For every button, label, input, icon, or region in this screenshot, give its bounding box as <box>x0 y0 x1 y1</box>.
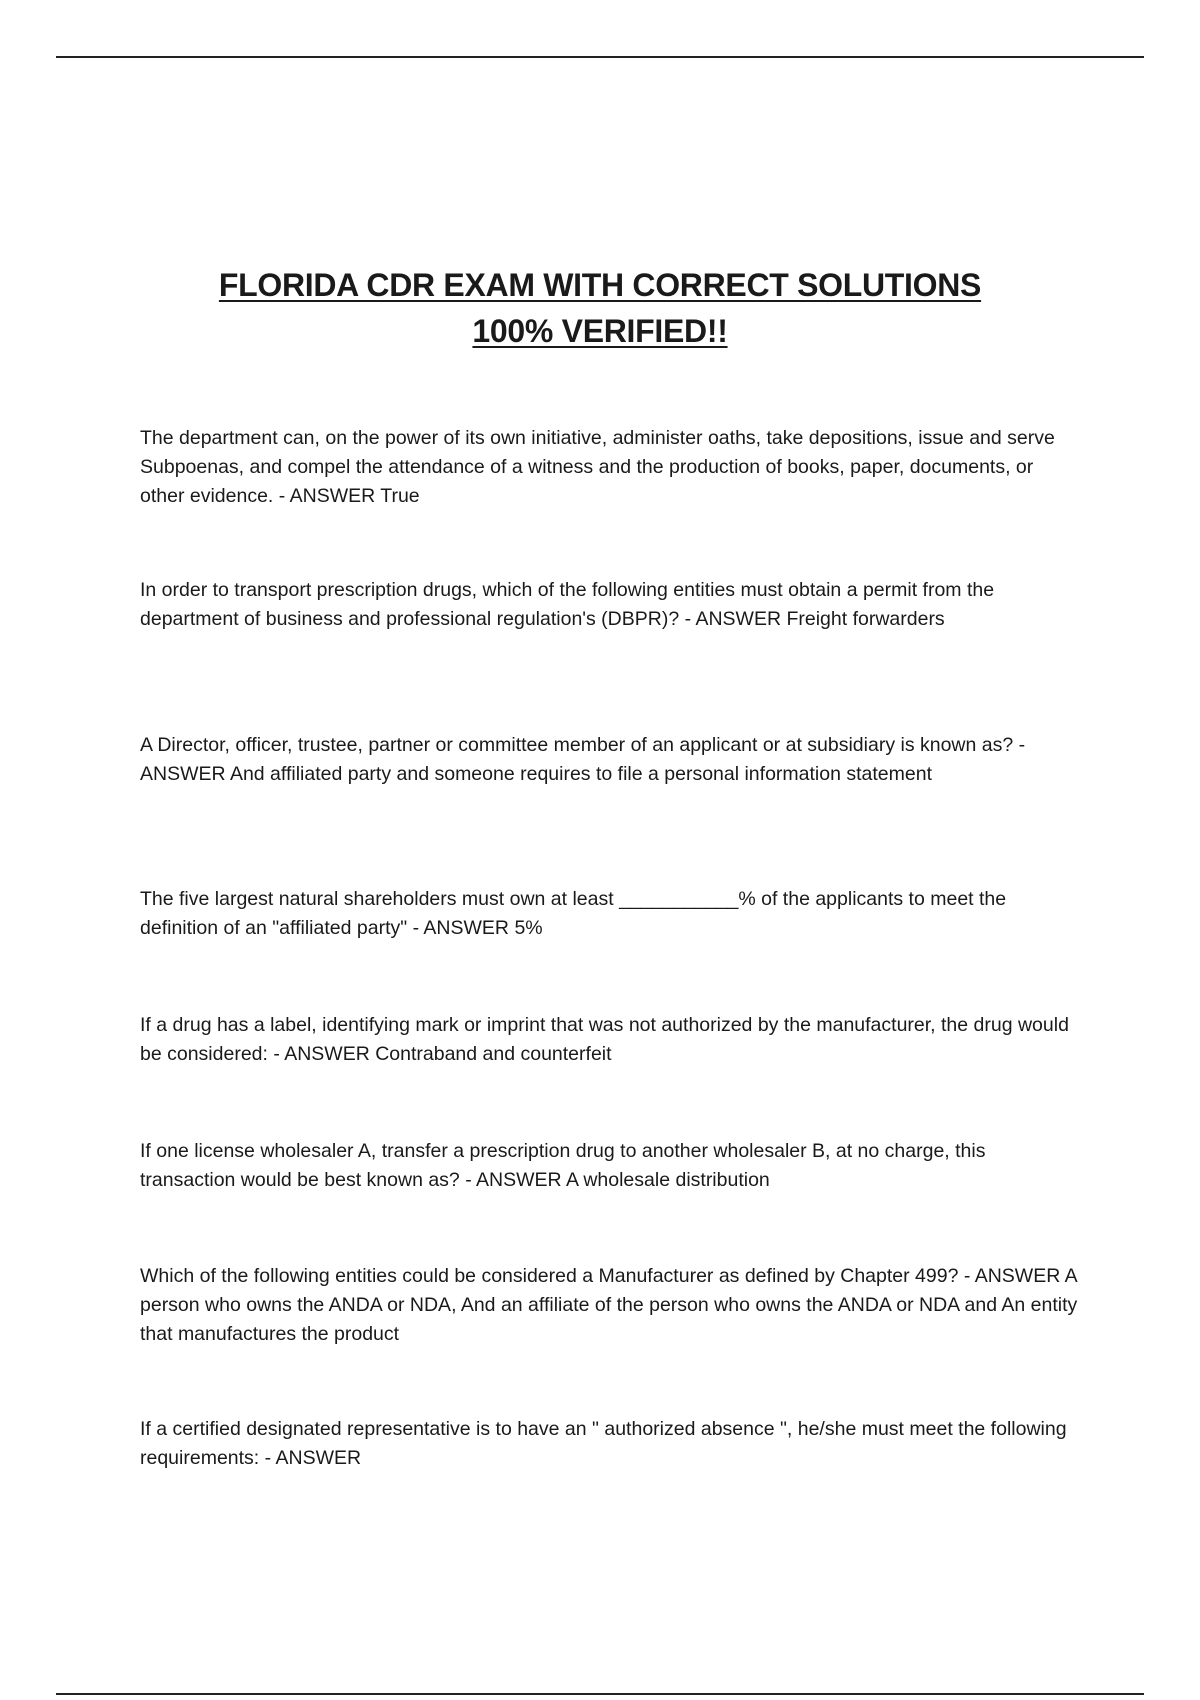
title-line-2: 100% VERIFIED!! <box>472 313 728 349</box>
answer-text: True <box>380 485 420 507</box>
answer-text: 5% <box>514 917 543 939</box>
answer-text: A wholesale distribution <box>565 1169 770 1191</box>
answer-label: ANSWER <box>140 763 226 785</box>
header-rule <box>56 56 1144 58</box>
qa-item <box>140 1011 1080 1069</box>
separator: - <box>958 1265 975 1287</box>
qa-item <box>140 1262 1080 1349</box>
answer-label: ANSWER <box>423 917 510 939</box>
separator: - <box>407 917 424 939</box>
question-text: A Director, officer, trustee, partner or committee member of an applicant or at subsidiary is known as? <box>140 734 1014 756</box>
question-text: The five largest natural shareholders must own at least ___________% of the applicants to meet the definition of an "affiliated party" <box>140 888 1007 939</box>
qa-item <box>140 731 1080 789</box>
qa-item <box>140 1415 1080 1473</box>
separator: - <box>259 1447 276 1469</box>
qa-item <box>140 576 1080 634</box>
document-title <box>120 262 1080 354</box>
separator: - <box>679 608 696 630</box>
question-text: If a certified designated representative is to have an " authorized absence ", he/she must meet the following requirements: <box>140 1418 1067 1469</box>
answer-text: A person who owns the ANDA or NDA, And an affiliate of the person who owns the ANDA or NDA and An entity that manufactures the product <box>140 1265 1078 1345</box>
separator: - <box>459 1169 477 1191</box>
question-text: If one license wholesaler A, transfer a prescription drug to another wholesaler B, at no charge, this transaction would be best known as? <box>140 1140 986 1191</box>
qa-item <box>140 885 1080 943</box>
separator: - <box>1013 734 1026 756</box>
answer-label: ANSWER <box>695 608 782 630</box>
qa-item <box>140 1137 1080 1195</box>
separator: - <box>267 1043 285 1065</box>
answer-text: Freight forwarders <box>786 608 945 630</box>
separator: - <box>273 485 290 507</box>
answer-label: ANSWER <box>284 1043 370 1065</box>
answer-text: Contraband and counterfeit <box>375 1043 612 1065</box>
answer-label: ANSWER <box>974 1265 1061 1287</box>
answer-label: ANSWER <box>476 1169 562 1191</box>
answer-label: ANSWER <box>289 485 376 507</box>
qa-item <box>140 424 1080 511</box>
title-line-1: FLORIDA CDR EXAM WITH CORRECT SOLUTIONS <box>218 267 982 303</box>
question-text: If a drug has a label, identifying mark or imprint that was not authorized by the manufacturer, the drug would be considered: <box>140 1014 1069 1065</box>
footer-rule <box>56 1693 1144 1695</box>
question-text: In order to transport prescription drugs, which of the following entities must obtain a permit from the department of business and professional regulation's (DBPR)? <box>140 579 995 630</box>
question-text: Which of the following entities could be considered a Manufacturer as defined by Chapter 499? <box>140 1265 959 1287</box>
question-text: The department can, on the power of its own initiative, administer oaths, take depositions, issue and serve Subpoenas, and compel the attendance of a witness and the production of books, paper, documents, or other evidence. <box>140 427 1055 507</box>
answer-text: And affiliated party and someone requires to file a personal information statement <box>229 763 932 785</box>
answer-label: ANSWER <box>275 1447 362 1469</box>
